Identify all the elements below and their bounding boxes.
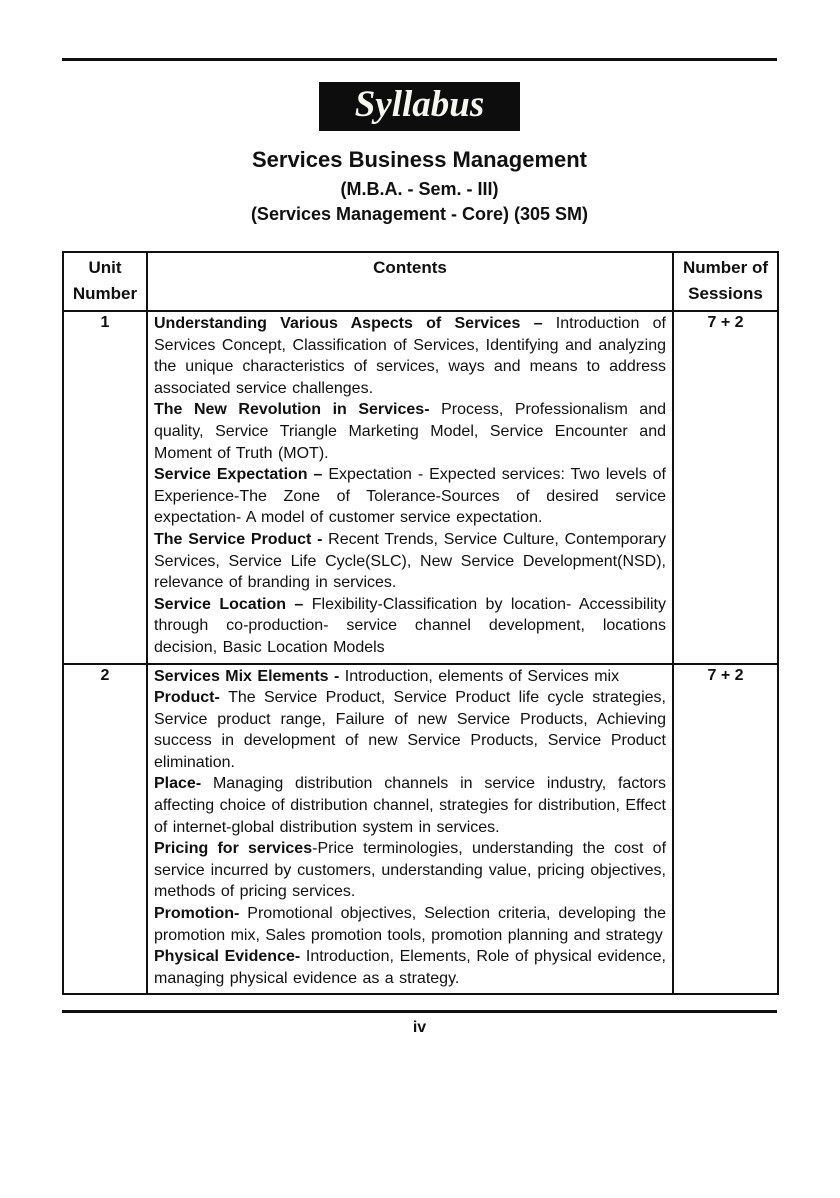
topic-lead: Service Location – (154, 595, 312, 613)
content-paragraph: The Service Product - Recent Trends, Service Culture, Contemporary Services, Service Life Cycle(SLC), New Service Development(NSD), relevance of branding in services. (154, 530, 666, 592)
topic-lead: Service Expectation – (154, 466, 329, 484)
header-line: Number of (683, 258, 768, 277)
topic-lead: Physical Evidence- (154, 948, 306, 966)
syllabus-table-head (63, 252, 778, 311)
topic-lead: The Service Product - (154, 530, 329, 548)
topic-lead: Understanding Various Aspects of Services – (154, 315, 556, 332)
contents-cell (147, 311, 673, 664)
header-line: Number (72, 284, 138, 303)
course-subtitle-semester: (M.B.A. - Sem. - III) (340, 179, 499, 199)
content-paragraph: Service Expectation – Expectation - Expected services: Two levels of Experience-The Zone of Tolerance-Sources of desired service expectation- A model of customer service expectation. (154, 466, 667, 527)
contents-column-header (147, 252, 673, 311)
sessions-column-header (673, 252, 778, 311)
course-title: Services Business Management (251, 147, 588, 172)
header-line: Unit (88, 258, 122, 277)
table-header-row (63, 252, 778, 311)
content-paragraph: Product- The Service Product, Service Product life cycle strategies, Service product range, Failure of new Service Products, Achieving success in development of new Service Products, Service Product elimination. (154, 689, 666, 771)
topic-lead: Promotion- (154, 905, 248, 923)
header-line: Contents (373, 258, 447, 277)
content-paragraph: Understanding Various Aspects of Services – Introduction of Services Concept, Classification of Services, Identifying and analyzing the unique characteristics of services, ways and means to address associated service challenges. (154, 315, 666, 397)
table-row (63, 311, 778, 664)
syllabus-table (62, 251, 779, 995)
banner-title: Syllabus (354, 84, 485, 125)
bottom-rule (62, 1010, 777, 1013)
content-paragraph: Services Mix Elements - Introduction, elements of Services mix (154, 667, 620, 685)
course-subtitle-code: (Services Management - Core) (305 SM) (250, 204, 589, 224)
contents-cell (147, 664, 673, 995)
unit-number-cell: 1 (63, 311, 147, 664)
table-row (63, 664, 778, 995)
topic-lead: The New Revolution in Services- (154, 401, 442, 419)
topic-lead: Place- (154, 775, 213, 793)
content-paragraph: The New Revolution in Services- Process, Professionalism and quality, Service Triangle Marketing Model, Service Encounter and Moment of Truth (MOT). (154, 401, 666, 462)
sessions-cell: 7 + 2 (673, 664, 778, 995)
content-paragraph: Place- Managing distribution channels in service industry, factors affecting choice of distribution channel, strategies for distribution, Effect of internet-global distribution system in services. (154, 775, 667, 836)
top-rule (62, 58, 777, 61)
unit-number-column-header (63, 252, 147, 311)
page-number: iv (412, 1019, 427, 1037)
syllabus-banner (319, 82, 520, 131)
unit-number-cell: 2 (63, 664, 147, 995)
topic-lead: Product- (154, 689, 229, 707)
page-content (62, 58, 777, 1037)
syllabus-page (0, 58, 840, 1198)
topic-lead: Services Mix Elements - (154, 667, 345, 685)
content-paragraph: Service Location – Flexibility-Classification by location- Accessibility through co-production- service channel development, locations decision, Basic Location Models (154, 595, 666, 656)
content-paragraph: Pricing for services-Price terminologies, understanding the cost of service incurred by customers, understanding value, pricing objectives, methods of pricing services. (154, 840, 667, 901)
content-paragraph: Promotion- Promotional objectives, Selection criteria, developing the promotion mix, Sales promotion tools, promotion planning and strategy (154, 905, 667, 944)
topic-lead: Pricing for services (154, 840, 313, 858)
content-paragraph: Physical Evidence- Introduction, Elements, Role of physical evidence, managing physical evidence as a strategy. (154, 948, 667, 987)
sessions-cell: 7 + 2 (673, 311, 778, 664)
header-line: Sessions (688, 284, 763, 303)
syllabus-table-body (63, 311, 778, 994)
